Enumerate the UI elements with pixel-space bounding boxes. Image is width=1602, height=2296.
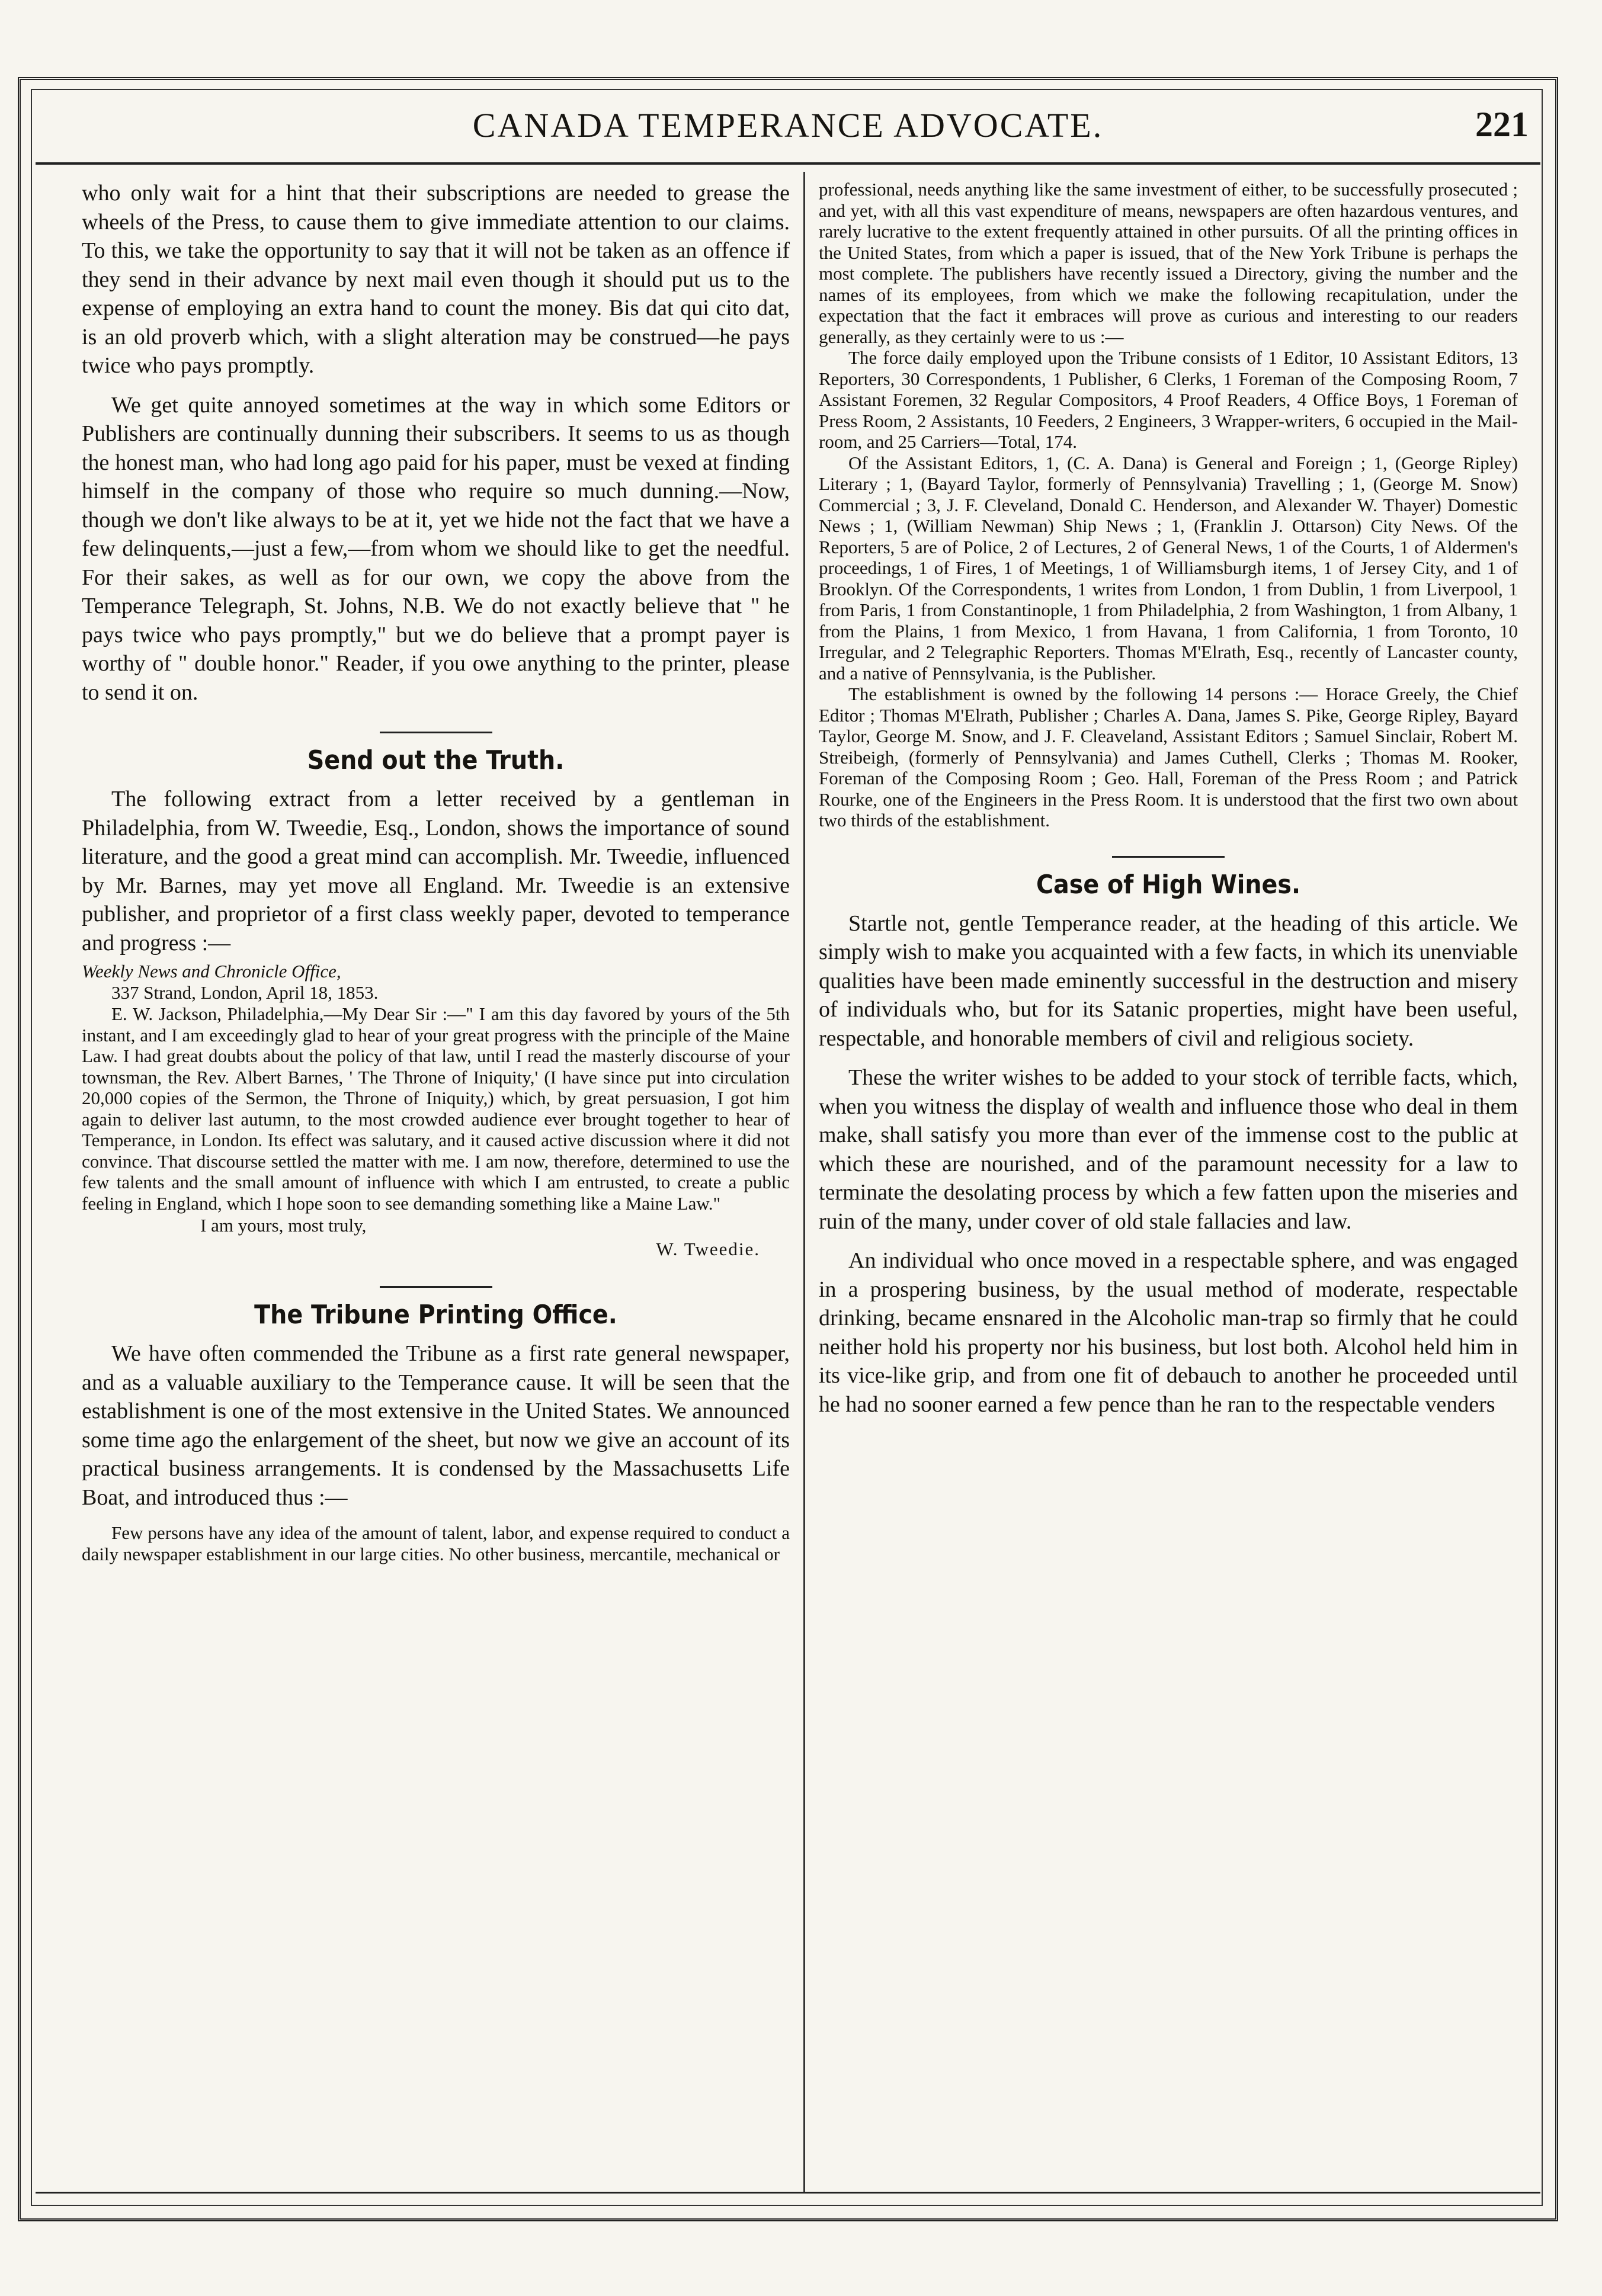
section-title-tribune: The Tribune Printing Office. [254,1300,617,1330]
page-header [36,100,1540,159]
tribune-extract-paragraph-3: Of the Assistant Editors, 1, (C. A. Dana) is General and Foreign ; 1, (George Ripley) Literary ; 1, (Bayard Taylor, formerly of Pennsylvania) Travelling ; 1, (George M. Snow) Commercial ; 3, J. F. Cleveland, Donald C. Henderson, and Alexander W. Thayer) Domestic News ; 1, (William Newman) Ship News ; 1, (Franklin J. Ottarson) City News. Of the Reporters, 5 are of Police, 2 of Lectures, 2 of General News, 1 of the Courts, 1 of Aldermen's proceedings, 1 of Fires, 1 of Meetings, 1 of Williamsburgh items, 1 of Jersey City, and 1 of Brooklyn. Of the Correspondents, 1 writes from London, 1 from Dublin, 1 from Liverpool, 1 from Paris, 1 from Constantinople, 1 from Philadelphia, 2 from Washington, 1 from Albany, 1 from the Plains, 1 from Mexico, 1 from Havana, 1 from California, 1 from Toronto, 10 Irregular, and 2 Telegraphic Reporters. Thomas M'Elrath, Esq., recently of Lancaster county, and a native of Pennsylvania, is the Publisher. [819,452,1518,684]
page-number: 221 [1475,105,1529,144]
intro-paragraph-1: who only wait for a hint that their subscriptions are needed to grease the wheels of the Press, to cause them to give immediate attention to our claims. To this, we take the opportunity to say that it will not be taken as an offence if they send in their advance by next mail even though it should put us to the expense of employing an extra hand to count the money. Bis dat qui cito dat, is an old proverb which, with a slight alteration may be construed—he pays twice who pays promptly. [82,181,790,378]
letter-closing: I am yours, most truly, [200,1215,367,1236]
letter-address: 337 Strand, London, April 18, 1853. [111,982,379,1003]
tribune-extract-paragraph-2: The force daily employed upon the Tribune consists of 1 Editor, 10 Assistant Editors, 13 Reporters, 30 Correspondents, 1 Publisher, 6 Clerks, 1 Foreman of the Composing Room, 7 Assistant Foremen, 32 Regular Compositors, 4 Proof Readers, 4 Office Boys, 1 Foreman of Press Room, 2 Assistants, 10 Feeders, 2 Engineers, 3 Wrapper-writers, 6 occupied in the Mail-room, and 25 Carriers—Total, 174. [819,347,1518,452]
newspaper-title: CANADA TEMPERANCE ADVOCATE. [472,106,1104,145]
truth-paragraph: The following extract from a letter received by a gentleman in Philadelphia, from W. Tweedie, Esq., London, shows the importance of sound literature, and the good a great mind can accomplish. Mr. Tweedie, influenced by Mr. Barnes, may yet move all England. Mr. Tweedie is an extensive publisher, and proprietor of a first class weekly paper, devoted to temperance and progress :— [82,787,790,955]
section-divider [1112,856,1225,858]
intro-paragraph-2: We get quite annoyed sometimes at the way in which some Editors or Publishers are continually dunning their subscribers. It seems to us as though the honest man, who had long ago paid for his paper, must be vexed at finding himself in the company of those who require so much dunning.—Now, though we don't like always to be at it, yet we hide not the fact that we have a few delinquents,—just a few,—from whom we should like to get the needful. For their sakes, as well as for our own, we copy the above from the Temperance Telegraph, St. Johns, N.B. We do not exactly believe that " he pays twice who pays promptly," but we do believe that a prompt payer is worthy of " double honor." Reader, if you owe anything to the printer, please to send it on. [82,392,790,705]
wines-paragraph-1: Startle not, gentle Temperance reader, at the heading of this article. We simply wish to make you acquainted with a few facts, in which its unenviable qualities have been made eminently successful in the destruction and misery of individuals who, but for its Satanic properties, might have been useful, respectable, and honorable members of civil and religious society. [819,910,1518,1051]
section-divider [380,1286,492,1288]
tribune-extract-start: Few persons have any idea of the amount of talent, labor, and expense required to conduct a daily newspaper establishment in our large cities. No other business, mercantile, mechanical or [82,1522,790,1564]
section-divider [380,732,492,733]
tribune-extract-paragraph-4: The establishment is owned by the following 14 persons :— Horace Greely, the Chief Editor ; Thomas M'Elrath, Publisher ; Charles A. Dana, James S. Pike, George Ripley, Bayard Taylor, George M. Snow, and J. F. Cleaveland, Assistant Editors ; Samuel Sinclair, Robert M. Streibeigh, (formerly of Pennsylvania) and James Cuthell, Clerks ; Thomas M. Rooker, Foreman of the Composing Room ; Geo. Hall, Foreman of the Press Room ; and Patrick Rourke, one of the Engineers in the Press Room. It is understood that the first two own about two thirds of the establishment. [819,684,1518,830]
header-rule [36,162,1540,165]
letter-signature: W. Tweedie. [656,1239,760,1259]
section-title-wines: Case of High Wines. [1036,869,1300,900]
section-title-truth: Send out the Truth. [307,745,565,775]
wines-paragraph-3: An individual who once moved in a respectable sphere, and was engaged in a prospering business, by the usual method of moderate, respectable drinking, became ensnared in the Alcoholic man-trap so firmly that he could neither hold his property nor his business, but lost both. Alcohol held him in its vice-like grip, and from one fit of debauch to another he proceeded until he had no sooner earned a few pence than he ran to the respectable venders [819,1248,1518,1417]
wines-paragraph-2: These the writer wishes to be added to your stock of terrible facts, which, when you witness the display of wealth and influence those who deal in them make, shall satisfy you more than ever of the immense cost to the public at which these are nourished, and of the paramount necessity for a law to terminate the desolating process by which a few fatten upon the miseries and ruin of the many, under cover of old stale fallacies and law. [819,1065,1518,1234]
right-column [819,179,1518,1419]
left-column [82,179,790,1564]
letter-dateline: Weekly News and Chronicle Office, [82,961,341,982]
tribune-paragraph: We have often commended the Tribune as a first rate general newspaper, and as a valuable auxiliary to the Temperance cause. It will be seen that the establishment is one of the most extensive in the United States. We announced some time ago the enlargement of the sheet, but now we give an account of its practical business arrangements. It is condensed by the Massachusetts Life Boat, and introduced thus :— [82,1341,790,1510]
column-divider [803,172,805,2192]
page-footer-rule [36,2192,1540,2194]
tribune-extract-paragraph-1: professional, needs anything like the same investment of either, to be successfully prosecuted ; and yet, with all this vast expenditure of means, newspapers are often hazardous ventures, and rarely lucrative to the extent frequently attained in other pursuits. Of all the printing offices in the United States, from which a paper is issued, that of the New York Tribune is perhaps the most complete. The publishers have recently issued a Directory, giving the number and the names of its employees, from which we make the following recapitulation, under the expectation that the fact it embraces will prove as curious and interesting to our readers generally, as they certainly were to us :— [819,179,1518,347]
letter-body: E. W. Jackson, Philadelphia,—My Dear Sir :—" I am this day favored by yours of the 5th instant, and I am exceedingly glad to hear of your great progress with the principle of the Maine Law. I had great doubts about the policy of that law, until I read the masterly discourse of your townsman, the Rev. Albert Barnes, ' The Throne of Iniquity,' (I have since put into circulation 20,000 copies of the Sermon, the Throne of Iniquity,) which, by great persuasion, I got him again to deliver last autumn, to the most crowded audience ever brought together to hear of Temperance, in London. Its effect was salutary, and it caused active discussion where it did not convince. That discourse settled the matter with me. I am now, therefore, determined to use the few talents and the small amount of influence with which I am entrusted, to create a public feeling in England, which I hope soon to see demanding something like a Maine Law." [82,1003,790,1214]
